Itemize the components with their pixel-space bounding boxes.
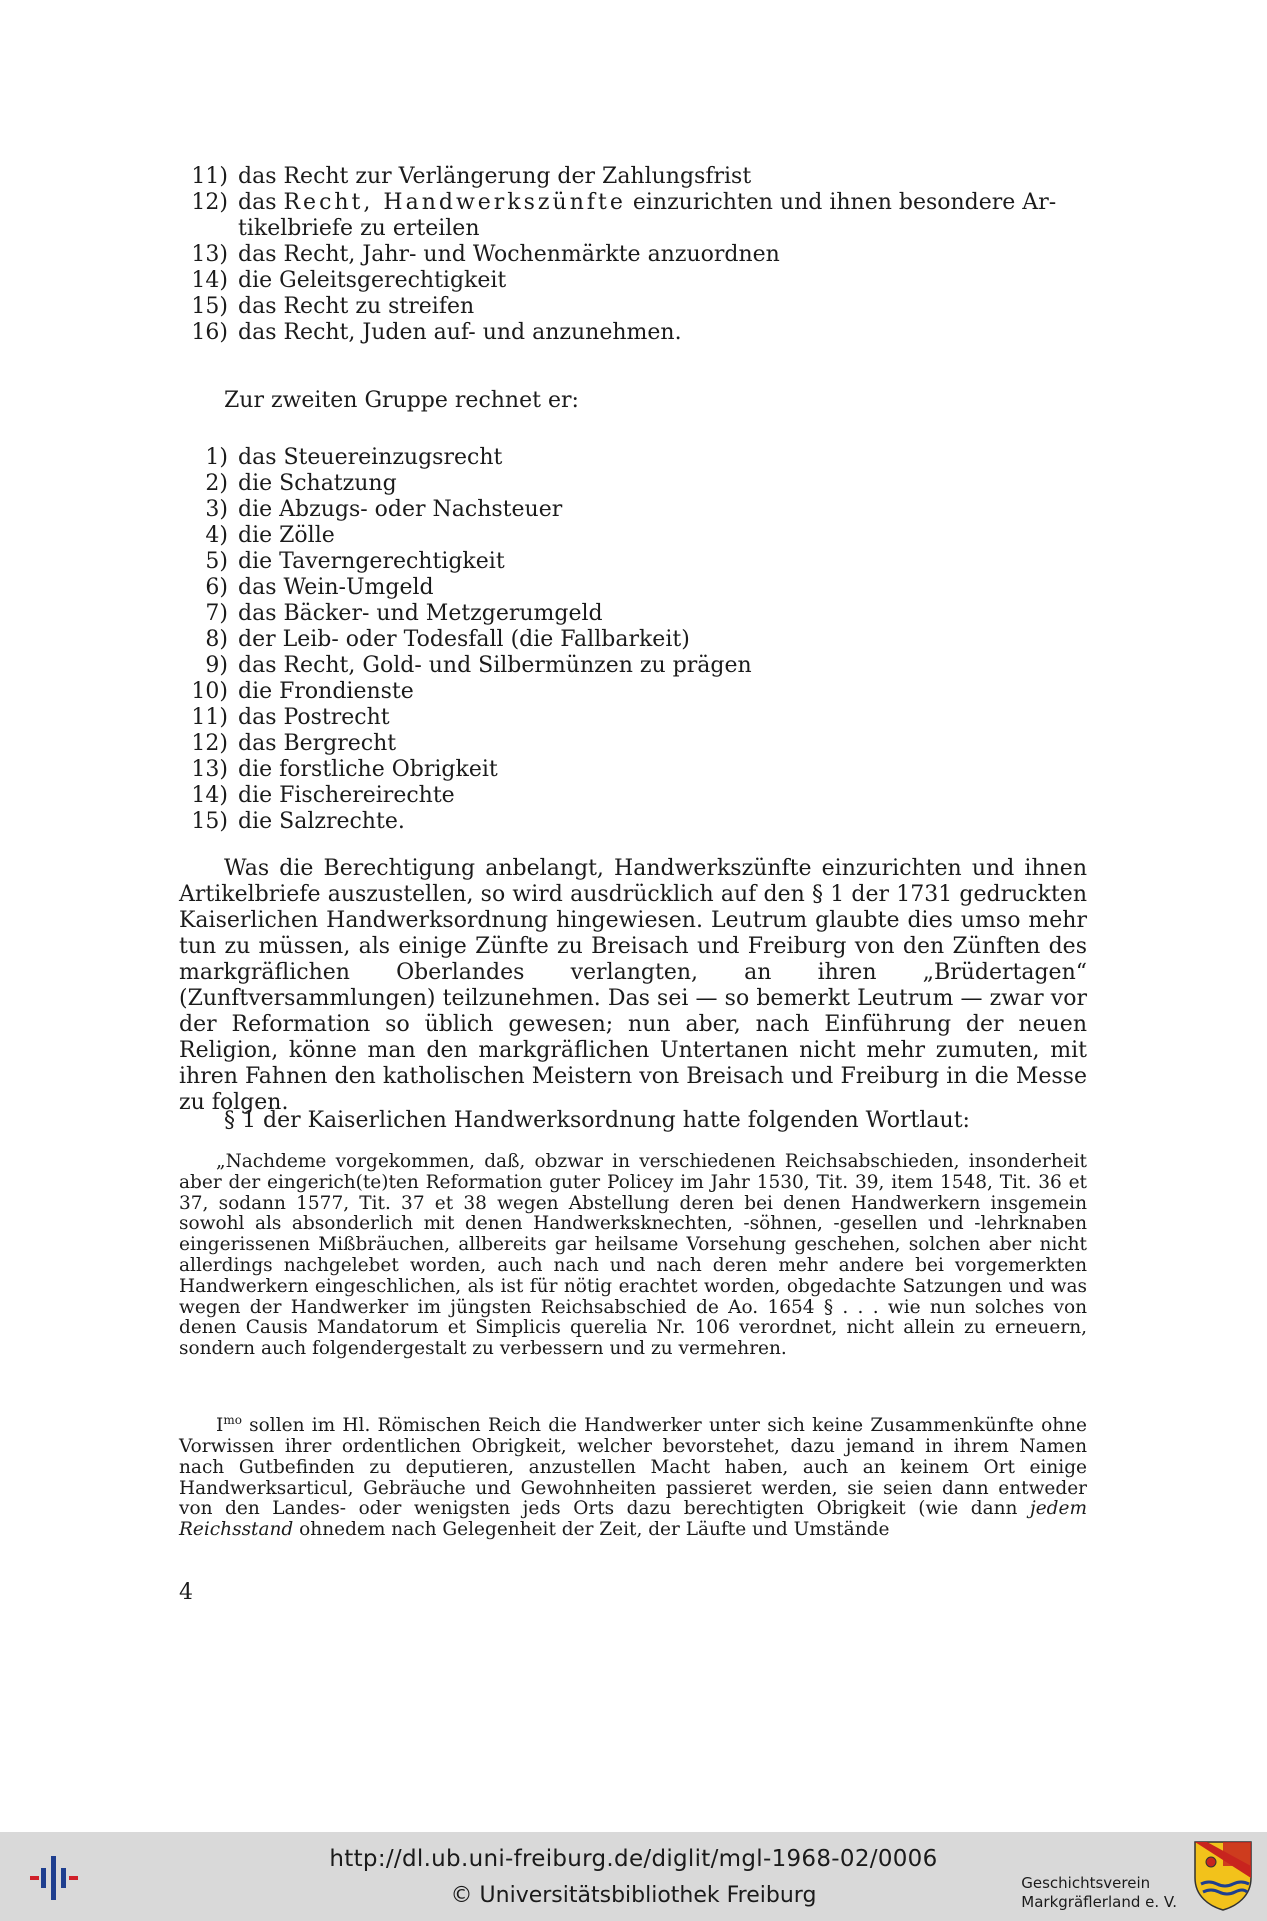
list-text: das Bäcker- und Metzgerumgeld: [238, 601, 603, 626]
list-number: 3): [205, 497, 228, 522]
list-text-post: einzurichten und ihnen besondere Ar-: [625, 190, 1057, 215]
rights-list-second-group: [178, 445, 1098, 835]
list-text: das Recht, Jahr- und Wochenmärkte anzuordnen: [238, 242, 780, 267]
list-number: 1): [205, 445, 228, 470]
list-number: 14): [191, 783, 228, 808]
list-number: 15): [191, 809, 228, 834]
list-text: die Fischereirechte: [238, 783, 455, 808]
footer-bar: [0, 1832, 1267, 1921]
list-text: das Recht zu streifen: [238, 294, 475, 319]
list-item: [178, 268, 1098, 294]
list-item: [178, 627, 1098, 653]
list-number: 12): [191, 731, 228, 756]
list-item: [178, 601, 1098, 627]
list-text: die Taverngerechtigkeit: [238, 549, 505, 574]
list-number: 10): [191, 679, 228, 704]
section-intro: Zur zweiten Gruppe rechnet er:: [224, 388, 579, 413]
society-name-line: Markgräflerland e. V.: [1021, 1893, 1177, 1911]
list-item: [178, 190, 1098, 216]
list-text: das Recht, Juden auf- und anzunehmen.: [238, 320, 682, 345]
page-number: 4: [179, 1580, 193, 1605]
list-text: das Bergrecht: [238, 731, 397, 756]
list-item: [178, 705, 1098, 731]
list-item: [178, 549, 1098, 575]
list-text: das Recht, Gold- und Silbermünzen zu prägen: [238, 653, 752, 678]
list-item: [178, 242, 1098, 268]
list-number: 11): [191, 705, 228, 730]
list-text: das Wein-Umgeld: [238, 575, 434, 600]
list-number: 15): [191, 294, 228, 319]
coat-of-arms-icon: [1193, 1840, 1253, 1912]
ordinal-superscript: mo: [223, 1413, 242, 1427]
list-number: 12): [191, 190, 228, 215]
society-name: [1021, 1874, 1177, 1912]
list-item: [178, 523, 1098, 549]
list-text: die Zölle: [238, 523, 335, 548]
list-item: [178, 731, 1098, 757]
list-text: die Schatzung: [238, 471, 397, 496]
quote-text: sollen im Hl. Römischen Reich die Handwerker unter sich keine Zusammenkünfte ohne Vorwissen ihrer ordentlichen Obrigkeit, welcher bevorstehet, dazu jemand in ihrem Namen nach Gutbefinden zu deputieren, anzustellen Macht haben, auch an keinem Ort einige Handwerksarticul, Gebräuche und Gewohnheiten passieret werden, sie seien dann entweder von den Landes- oder wenigsten jeds Orts dazu berechtigten Obrigkeit (wie dann: [179, 1415, 1087, 1520]
roman-numeral: I: [216, 1415, 224, 1437]
list-item: [178, 320, 1098, 346]
list-text: die Abzugs- oder Nachsteuer: [238, 497, 563, 522]
list-number: 5): [205, 549, 228, 574]
list-item: [178, 653, 1098, 679]
rights-list-first-group: [178, 164, 1098, 346]
list-number: 7): [205, 601, 228, 626]
list-item: [178, 575, 1098, 601]
list-text: der Leib- oder Todesfall (die Fallbarkeit): [238, 627, 690, 652]
body-paragraph: Was die Berechtigung anbelangt, Handwerkszünfte einzurichten und ihnen Artikelbriefe auszustellen, so wird ausdrücklich auf den § 1 der 1731 gedruckten Kaiserlichen Handwerksordnung hingewiesen. Leutrum glaubte dies umso mehr tun zu müssen, als einige Zünfte zu Breisach und Freiburg von den Zünften des markgräflichen Oberlandes verlangten, an ihren „Brüdertagen“ (Zunftversammlungen) teilzunehmen. Das sei — so bemerkt Leutrum — zwar vor der Reformation so üblich gewesen; nun aber, nach Einführung der neuen Religion, könne man den markgräflichen Untertanen nicht mehr zumuten, mit ihren Fahnen den katholischen Meistern von Breisach und Freiburg in die Messe zu folgen.: [179, 856, 1087, 1115]
list-number: 8): [205, 627, 228, 652]
list-number: 13): [191, 757, 228, 782]
society-name-line: Geschichtsverein: [1021, 1874, 1151, 1892]
list-text: [238, 190, 1056, 216]
copyright-text: © Universitätsbibliothek Freiburg: [450, 1883, 817, 1908]
list-text: die Salzrechte.: [238, 809, 405, 834]
list-text: die Geleitsgerechtigkeit: [238, 268, 507, 293]
list-item-continuation: tikelbriefe zu erteilen: [238, 216, 480, 241]
list-number: 6): [205, 575, 228, 600]
list-item: [178, 471, 1098, 497]
list-number: 2): [205, 471, 228, 496]
body-paragraph-lead-in: § 1 der Kaiserlichen Handwerksordnung hatte folgenden Wortlaut:: [224, 1108, 970, 1133]
list-item: [178, 783, 1098, 809]
list-text: das Postrecht: [238, 705, 390, 730]
list-number: 11): [191, 164, 228, 189]
quote-paragraph: „Nachdeme vorgekommen, daß, obzwar in verschiedenen Reichsabschieden, insonderheit aber der eingerich(te)ten Reformation guter Policey im Jahr 1530, Tit. 39, item 1548, Tit. 36 et 37, sodann 1577, Tit. 37 et 38 wegen Abstellung deren bei denen Handwerkern insgemein sowohl als absonderlich mit denen Handwerksknechten, -söhnen, -gesellen und -lehrknaben eingerissenen Mißbräuchen, allbereits gar heilsame Vorsehung geschehen, solchen aber nicht allerdings nachgelebet worden, auch nach und nach deren mehr andere bei vorgemerkten Handwerkern eingeschlichen, als ist für nötig erachtet worden, obgedachte Satzungen und was wegen der Handwerker im jüngsten Reichsabschied de Ao. 1654 § . . . wie nun solches von denen Causis Mandatorum et Simplicis querelia Nr. 106 verordnet, nicht allein zu erneuern, sondern auch folgendergestalt zu verbessern und zu vermehren.: [179, 1151, 1087, 1360]
quote-paragraph: [179, 1410, 1087, 1541]
list-item: [178, 679, 1098, 705]
italic-emphasis: jedem Reichsstand: [179, 1498, 1087, 1541]
list-item: [178, 809, 1098, 835]
list-item: [178, 164, 1098, 190]
list-number: 16): [191, 320, 228, 345]
list-text: das Steuereinzugsrecht: [238, 445, 503, 470]
list-text-pre: das: [238, 190, 284, 215]
list-number: 14): [191, 268, 228, 293]
list-text: die Frondienste: [238, 679, 414, 704]
list-text: das Recht zur Verlängerung der Zahlungsfrist: [238, 164, 752, 189]
list-item: [178, 445, 1098, 471]
quote-text: ohnedem nach Gelegenheit der Zeit, der Läufte und Umstände: [293, 1519, 890, 1541]
list-item: [178, 497, 1098, 523]
source-url-link[interactable]: http://dl.ub.uni-freiburg.de/diglit/mgl-1968-02/0006: [329, 1846, 938, 1872]
list-number: 13): [191, 242, 228, 267]
list-number: 4): [205, 523, 228, 548]
spaced-emphasis: Recht, Handwerkszünfte: [283, 190, 626, 215]
list-item: [178, 294, 1098, 320]
list-item: [178, 757, 1098, 783]
list-text: die forstliche Obrigkeit: [238, 757, 498, 782]
list-number: 9): [205, 653, 228, 678]
